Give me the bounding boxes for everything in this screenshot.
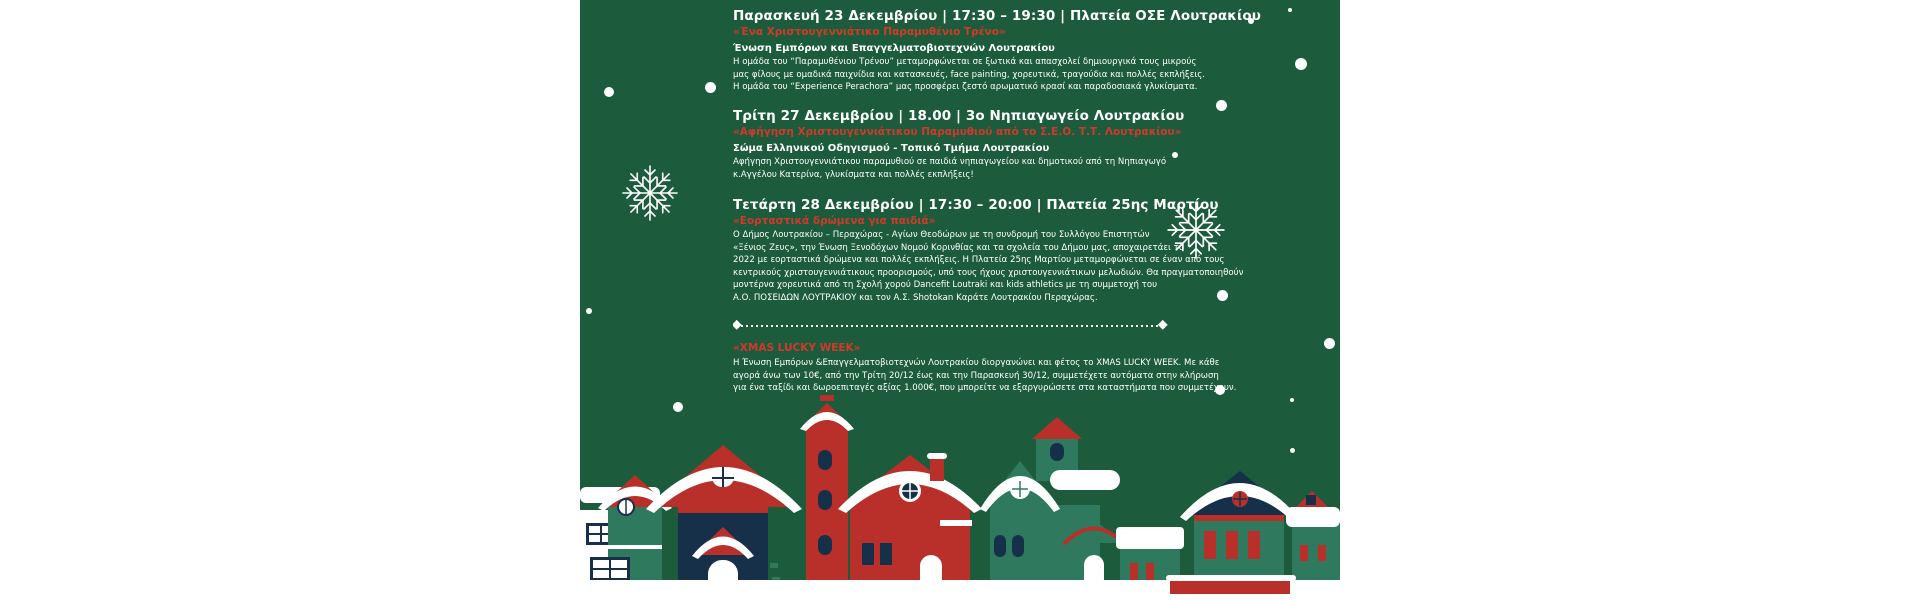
event-3: [733, 197, 1293, 305]
description-line: μοντέρνα χορευτικά από τη Σχολή χορού Dancefit Loutraki και kids athletics με τη συμμετοχή του: [733, 280, 1158, 291]
snow-dot: [1295, 58, 1307, 70]
house-red-tower: [800, 395, 854, 600]
event-heading: Τετάρτη 28 Δεκεμβρίου | 17:30 – 20:00 | Πλατεία 25ης Μαρτίου: [733, 197, 1219, 213]
event-1: [733, 8, 1293, 94]
event-organizer: Ένωση Εμπόρων και Επαγγελματοβιοτεχνών Λουτρακίου: [733, 43, 1055, 54]
dotted-divider: [733, 319, 1173, 333]
snowflake-icon: [620, 163, 680, 223]
house-navy: [646, 445, 802, 600]
description-line: Η ομάδα του “Experience Perachora” μας προσφέρει ζεστό αρωματικό κρασί και παραδοσιακά γλυκίσματα.: [733, 82, 1198, 93]
description-line: αγορά άνω των 10€, από την Τρίτη 20/12 έως και την Παρασκευή 30/12, συμμετέχετε αυτόματα στην κλήρωση: [733, 370, 1219, 381]
snow-dot: [586, 308, 592, 314]
lucky-week-description: [733, 357, 1293, 395]
description-line: «Ξένιος Ζευς», την Ένωση Ξενοδόχων Νομού Κορινθίας και τα σχολεία του Δήμου μας, αποχαιρετάει το: [733, 242, 1185, 253]
snowy-houses-illustration: [580, 395, 1340, 600]
description-line: κ.Αγγέλου Κατερίνα, γλυκίσματα και πολλές εκπλήξεις!: [733, 169, 974, 180]
description-line: Η ομάδα του “Παραμυθένιου Τρένου” μεταμορφώνεται σε ξωτικά και απασχολεί δημιουργικά τους μικρούς: [733, 57, 1197, 67]
event-subtitle: «Εορταστικά δρώμενα για παιδιά»: [733, 215, 936, 227]
description-line: Αφήγηση Χριστουγεννιάτικου παραμυθιού σε παιδιά νηπιαγωγείου και δημοτικού από τη Νηπιαγωγό: [733, 157, 1167, 167]
description-line: Ο Δήμος Λουτρακίου – Περαχώρας - Αγίων Θεοδώρων με τη συνδρομή του Συλλόγου Επιστητών: [733, 230, 1150, 240]
snow-dot: [604, 87, 614, 97]
event-2: [733, 108, 1293, 181]
snow-dot: [1324, 338, 1335, 349]
description-line: 2022 με εορταστικά δρώμενα και πολλές εκπλήξεις. Η Πλατεία 25ης Μαρτίου μεταμορφώνεται σε έναν από τους: [733, 255, 1225, 266]
event-description: [733, 229, 1293, 305]
event-heading: Τρίτη 27 Δεκεμβρίου | 18.00 | 3ο Νηπιαγωγείο Λουτρακίου: [733, 108, 1185, 124]
description-line: για ένα ταξίδι και δωροεπιταγές αξίας 1.000€, που μπορείτε να εξαργυρώσετε στα καταστήματα που συμμετέχουν.: [733, 383, 1237, 394]
event-organizer: Σώμα Ελληνικού Οδηγισμού - Τοπικό Τμήμα Λουτρακίου: [733, 143, 1050, 154]
description-line: Α.Ο. ΠΟΣΕΙΔΩΝ ΛΟΥΤΡΑΚΙΟΥ και τον Α.Σ. Shotokan Καράτε Λουτρακίου Περαχώρας.: [733, 292, 1098, 303]
christmas-events-poster: [580, 0, 1340, 600]
house-teal-right: [980, 417, 1124, 600]
event-subtitle: «Αφήγηση Χριστουγεννιάτικου Παραμυθιού από το Σ.Ε.Ο. Τ.Τ. Λουτρακίου»: [733, 126, 1182, 138]
description-line: κεντρικούς χριστουγεννιάτικους προορισμούς, υπό τους ήχους χριστουγεννιάτικων μελωδιών. Θα πραγματοποιηθούν: [733, 267, 1244, 278]
lucky-week-title: «XMAS LUCKY WEEK»: [733, 342, 861, 354]
house-red-middle: [838, 453, 982, 600]
event-heading: Παρασκευή 23 Δεκεμβρίου | 17:30 – 19:30 | Πλατεία ΟΣΕ Λουτρακίου: [733, 8, 1261, 24]
event-description: [733, 56, 1293, 94]
snow-dot: [705, 82, 716, 93]
description-line: Η Ένωση Εμπόρων &Επαγγελματοβιοτεχνών Λουτρακίου διοργανώνει και φέτος το XMAS LUCKY WEEK. Με κάθε: [733, 358, 1220, 368]
xmas-lucky-week: [733, 341, 1293, 395]
description-line: μας φίλους με ομαδικά παιχνίδια και κατασκευές, face painting, χορευτικά, τραγούδια και πολλές εκπλήξεις.: [733, 69, 1206, 80]
event-description: [733, 156, 1293, 181]
event-subtitle: «Ένα Χριστουγεννιάτικο Παραμυθένιο Τρένο»: [733, 26, 1006, 38]
